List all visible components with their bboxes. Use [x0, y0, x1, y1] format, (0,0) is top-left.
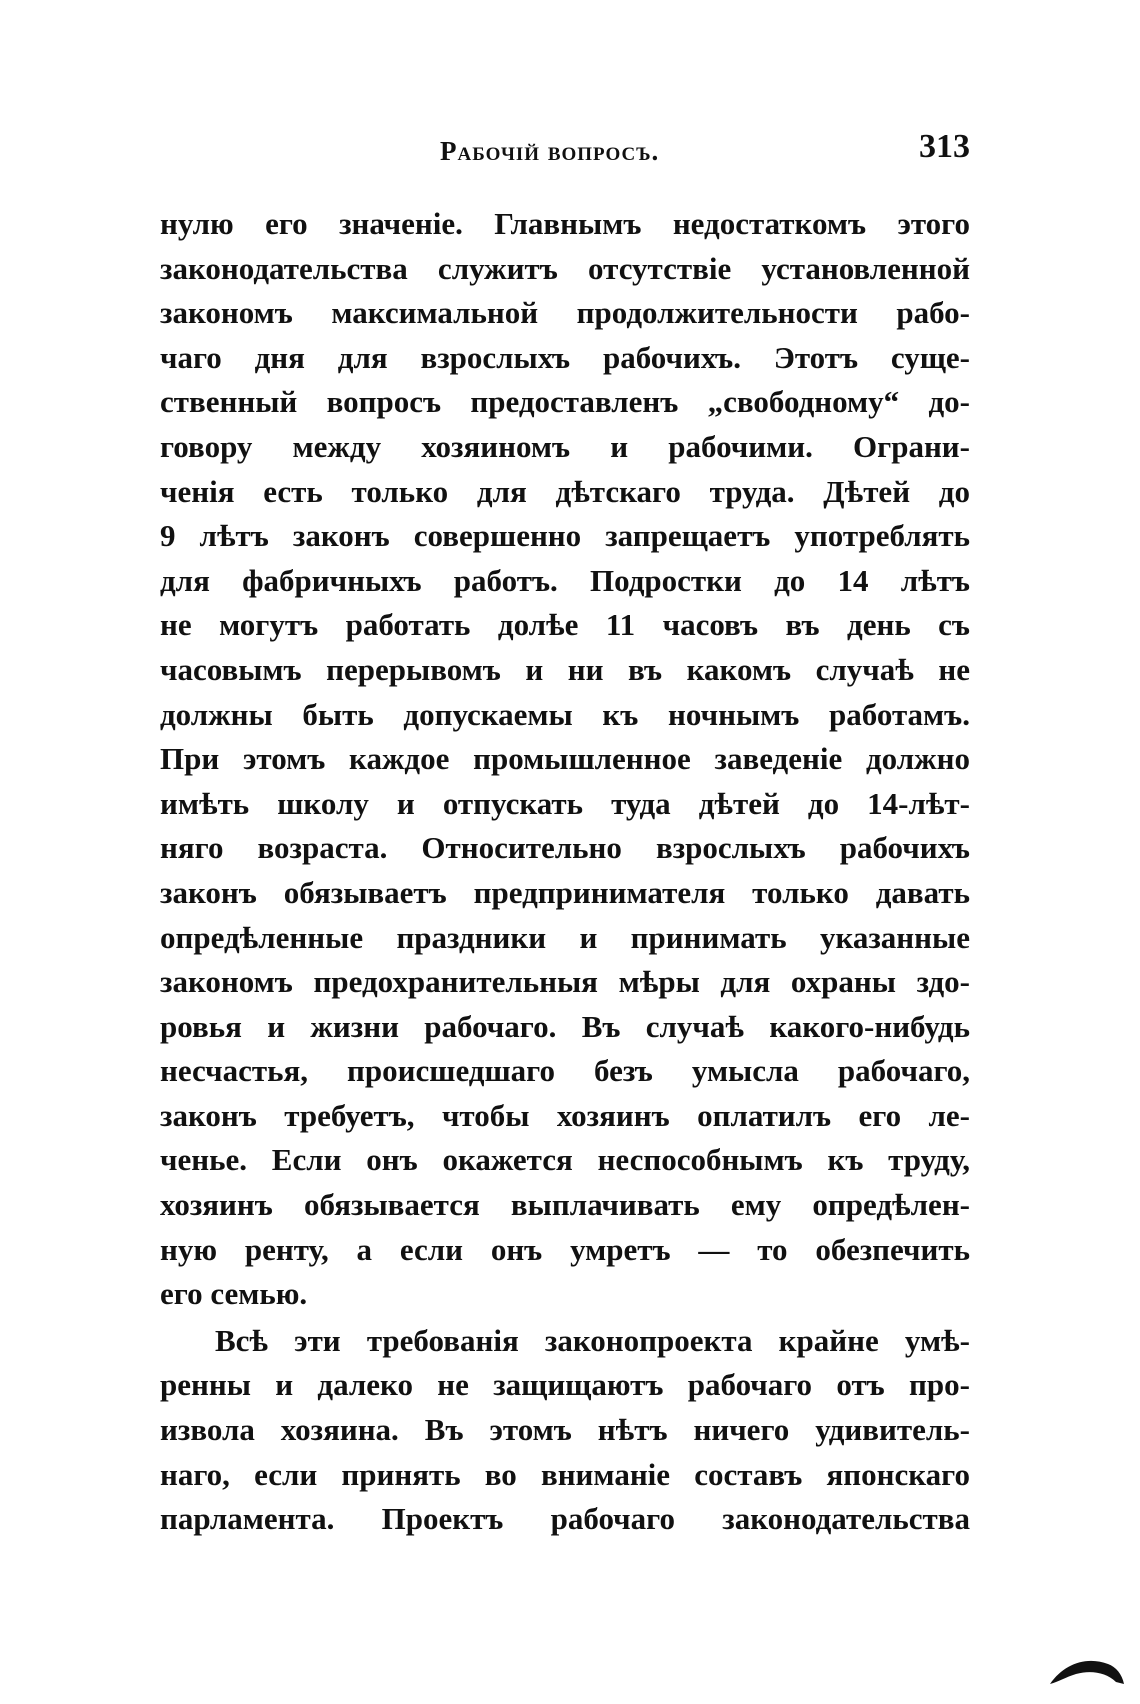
text-line: законодательства служитъ отсутствіе установленной: [160, 250, 970, 286]
text-line: парламента. Проектъ рабочаго законодательства: [160, 1501, 970, 1537]
text-line: хозяинъ обязывается выплачивать ему опредѣлен-: [160, 1187, 970, 1223]
text-line: часовымъ перерывомъ и ни въ какомъ случаѣ не: [160, 651, 970, 687]
text-line: При этомъ каждое промышленное заведеніе должно: [160, 741, 970, 777]
text-line: извола хозяина. Въ этомъ нѣтъ ничего удивитель-: [160, 1412, 970, 1448]
page-number: 313: [919, 128, 970, 165]
text-line: ренны и далеко не защищаютъ рабочаго отъ про-: [160, 1367, 970, 1403]
text-line: ственный вопросъ предоставленъ „свободному“ до-: [160, 384, 970, 420]
text-line: чаго дня для взрослыхъ рабочихъ. Этотъ суще-: [160, 339, 970, 375]
text-line: ровья и жизни рабочаго. Въ случаѣ какого-нибудь: [160, 1008, 970, 1044]
text-line: ченія есть только для дѣтскаго труда. Дѣтей до: [160, 473, 970, 509]
text-line: несчастья, происшедшаго безъ умысла рабочаго,: [160, 1053, 970, 1089]
text-line: имѣть школу и отпускать туда дѣтей до 14-лѣт-: [160, 785, 970, 821]
running-head: [160, 128, 970, 178]
text-line: закономъ предохранительныя мѣры для охраны здо-: [160, 964, 970, 1000]
text-line: законъ требуетъ, чтобы хозяинъ оплатилъ его ле-: [160, 1097, 970, 1133]
text-line: Всѣ эти требованія законопроекта крайне умѣ-: [215, 1322, 970, 1358]
body-text: [160, 202, 970, 1542]
text-line: няго возраста. Относительно взрослыхъ рабочихъ: [160, 830, 970, 866]
ink-smudge-icon: [1046, 1650, 1126, 1690]
text-line: не могутъ работать долѣе 11 часовъ въ день съ: [160, 607, 970, 643]
text-line: нулю его значеніе. Главнымъ недостаткомъ этого: [160, 206, 970, 241]
text-line: наго, если принять во вниманіе составъ японскаго: [160, 1456, 970, 1492]
text-line: 9 лѣтъ законъ совершенно запрещаетъ употреблять: [160, 518, 970, 554]
text-line: ную ренту, а если онъ умретъ — то обезпечить: [160, 1231, 970, 1267]
text-line: законъ обязываетъ предпринимателя только давать: [160, 874, 970, 910]
text-line: опредѣленные праздники и принимать указанные: [160, 919, 970, 955]
text-line: ченье. Если онъ окажется неспособнымъ къ труду,: [160, 1142, 970, 1178]
text-line: говору между хозяиномъ и рабочими. Ограни-: [160, 428, 970, 464]
text-line: должны быть допускаемы къ ночнымъ работамъ.: [160, 696, 970, 732]
text-line: закономъ максимальной продолжительности рабо-: [160, 295, 970, 331]
text-line: для фабричныхъ работъ. Подростки до 14 лѣтъ: [160, 562, 970, 598]
running-title: Рабочій вопросъ.: [440, 136, 660, 166]
text-line: его семью.: [160, 1276, 308, 1312]
